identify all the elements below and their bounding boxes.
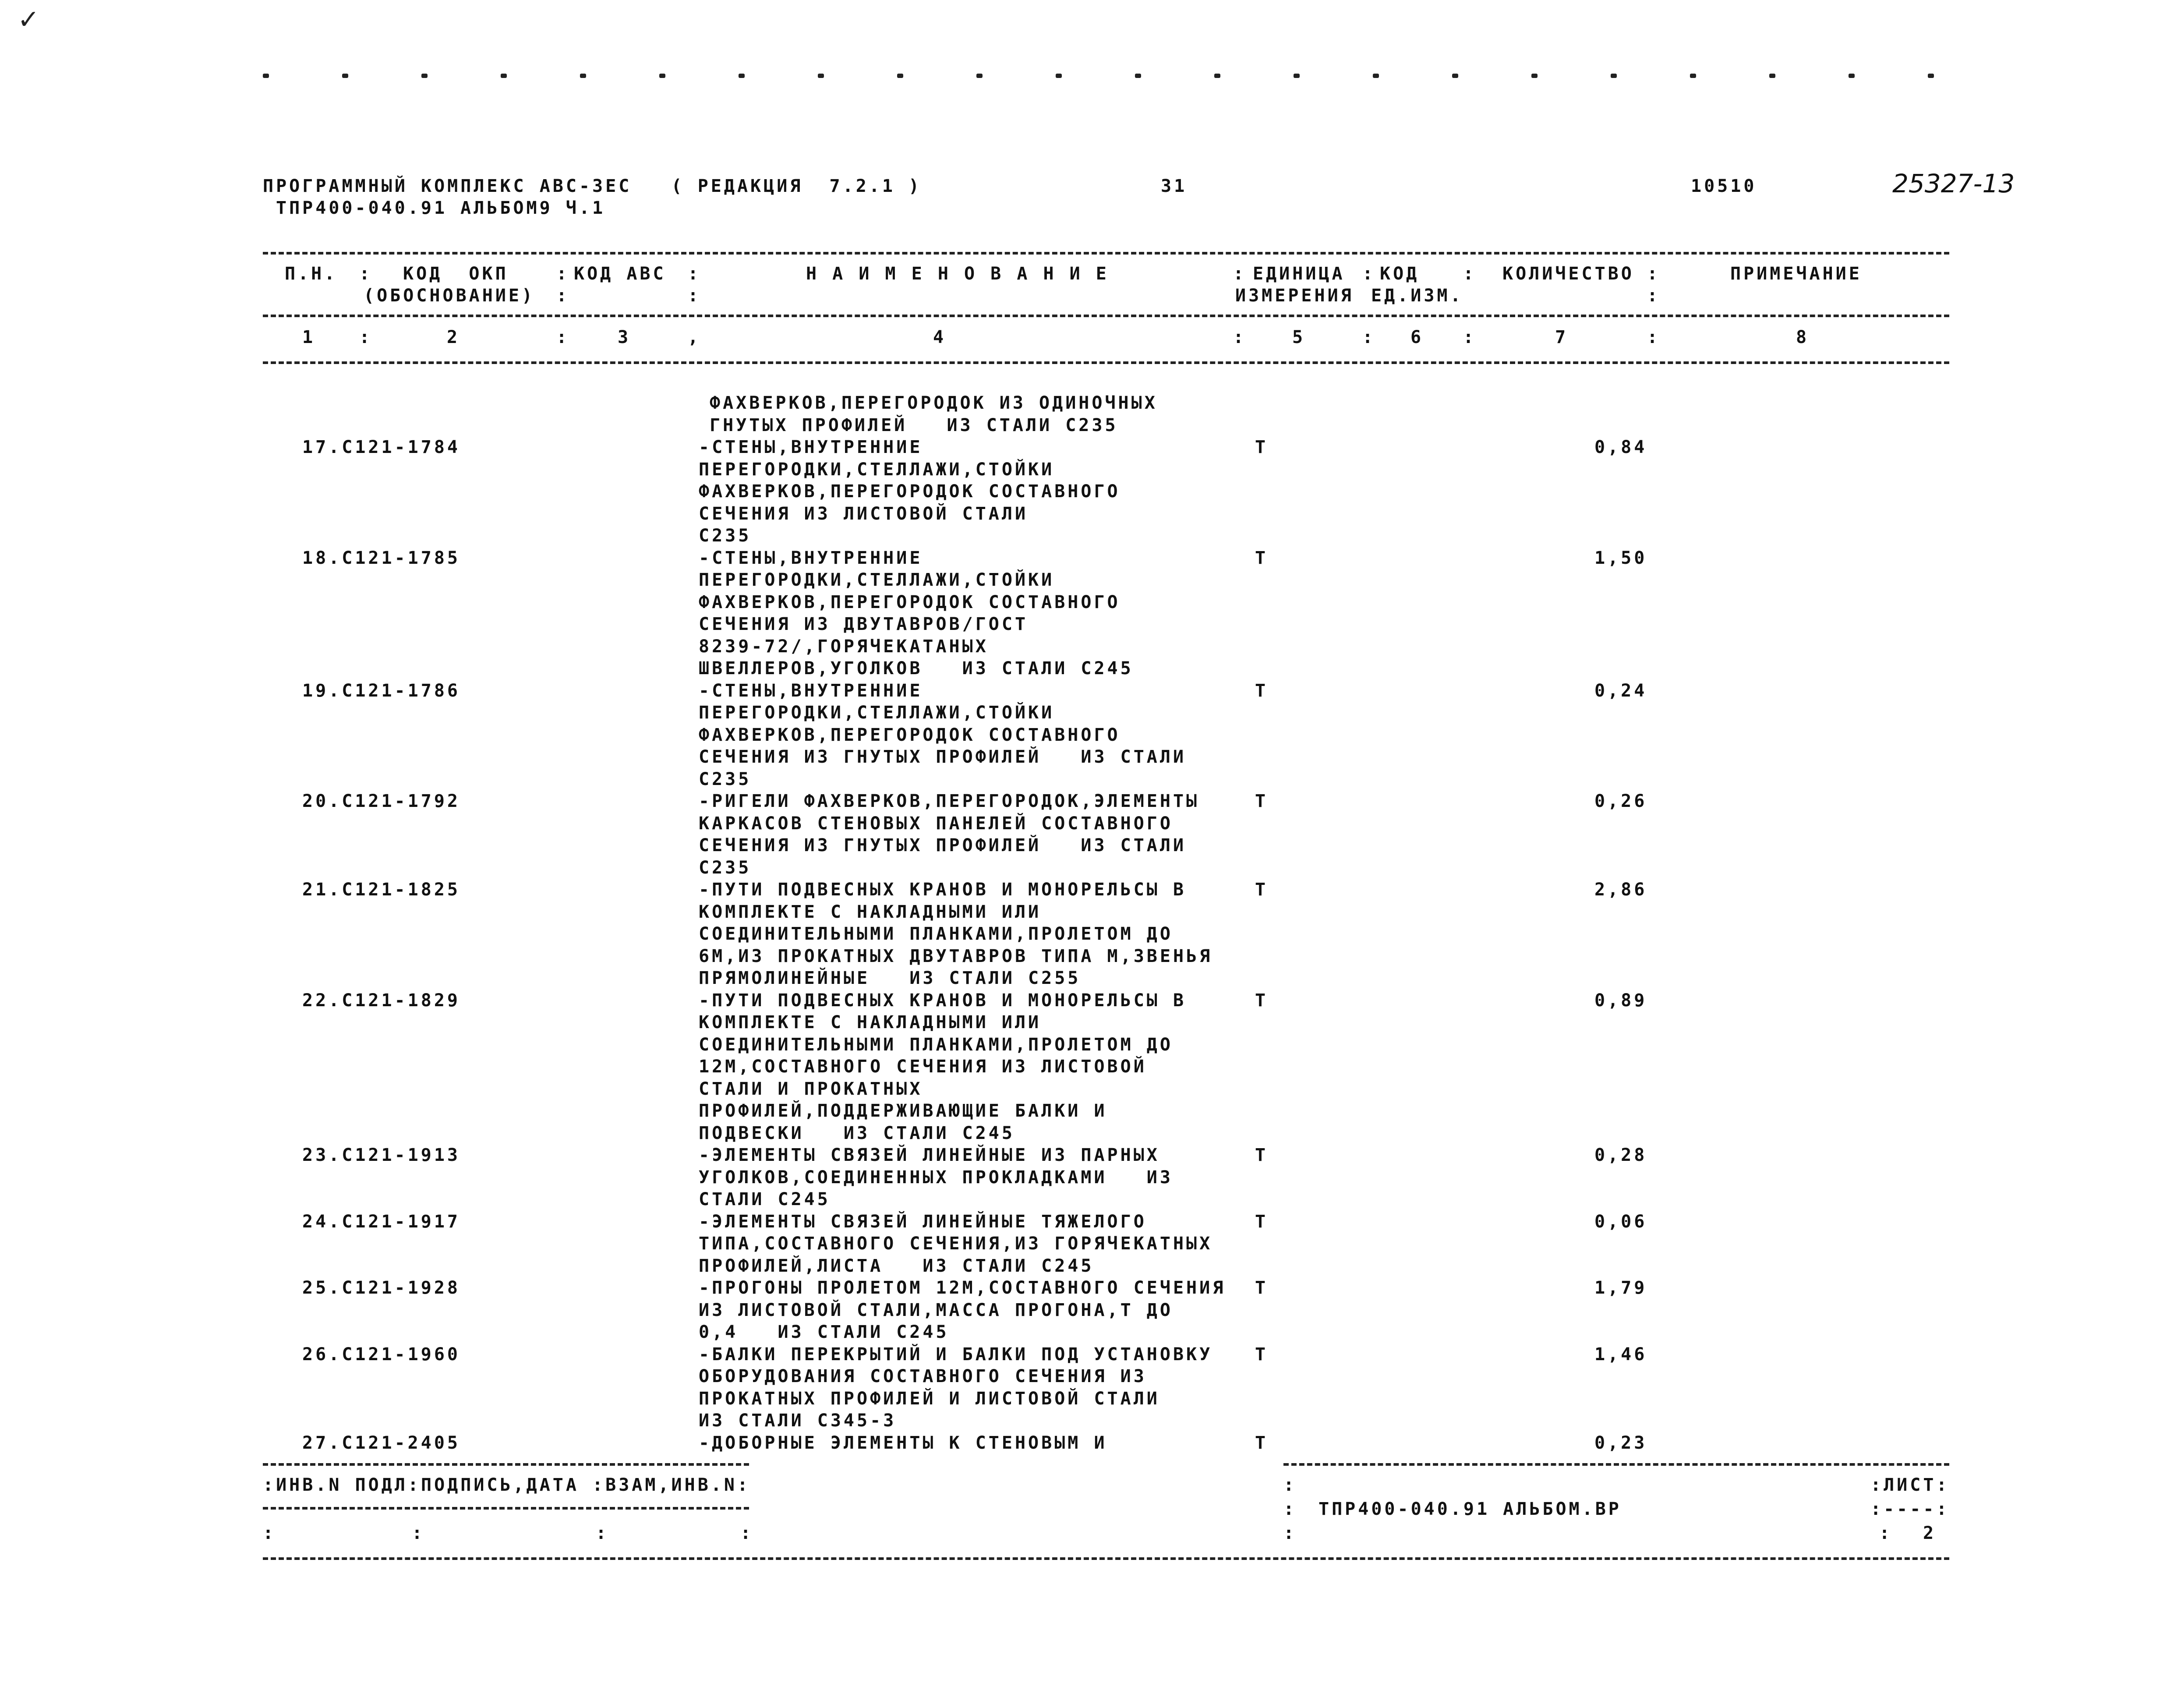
item-description-line: ПЕРЕГОРОДКИ,СТЕЛЛАЖИ,СТОЙКИ <box>699 570 1055 590</box>
unit-of-measure: Т <box>1255 680 1269 701</box>
item-description-line: ПРОФИЛЕЙ,ЛИСТА ИЗ СТАЛИ С245 <box>699 1255 1094 1276</box>
quantity: 0,89 <box>1594 990 1647 1011</box>
unit-of-measure: Т <box>1255 1278 1269 1298</box>
perforation-dot <box>1928 74 1934 78</box>
col-separator: : <box>1463 327 1474 347</box>
header-col5a: ЕДИНИЦА <box>1253 264 1345 284</box>
perforation-dot <box>739 74 745 78</box>
col-number: 6 <box>1410 327 1424 347</box>
footer-bottom-rule <box>263 1557 1949 1560</box>
item-description-line: -ПРОГОНЫ ПРОЛЕТОМ 12М,СОСТАВНОГО СЕЧЕНИЯ <box>699 1278 1226 1298</box>
item-description-line: 0,4 ИЗ СТАЛИ С245 <box>699 1322 949 1342</box>
perforation-dot <box>1611 74 1617 78</box>
item-description-line: СЕЧЕНИЯ ИЗ ГНУТЫХ ПРОФИЛЕЙ ИЗ СТАЛИ <box>699 835 1187 856</box>
check-mark-icon: ✓ <box>18 4 40 35</box>
perforation-dot <box>1452 74 1458 78</box>
quantity: 0,06 <box>1594 1211 1647 1232</box>
perforation-dot <box>1849 74 1855 78</box>
col-separator: : <box>1647 327 1658 347</box>
table-header-rule <box>263 315 1949 317</box>
col-separator: : <box>1879 1523 1890 1543</box>
unit-of-measure: Т <box>1255 548 1269 568</box>
perforation-dot <box>1531 74 1538 78</box>
col-separator: : <box>1362 264 1373 284</box>
header-col3: КОД АВС <box>574 264 666 284</box>
perforation-dot <box>342 74 348 78</box>
item-description-line: КОМПЛЕКТЕ С НАКЛАДНЫМИ ИЛИ <box>699 1012 1042 1033</box>
item-description-line: СЕЧЕНИЯ ИЗ ГНУТЫХ ПРОФИЛЕЙ ИЗ СТАЛИ <box>699 747 1187 767</box>
item-description-line: ФАХВЕРКОВ,ПЕРЕГОРОДОК СОСТАВНОГО <box>699 725 1121 745</box>
item-description-line: 12М,СОСТАВНОГО СЕЧЕНИЯ ИЗ ЛИСТОВОЙ <box>699 1057 1147 1077</box>
item-description-line: СТАЛИ И ПРОКАТНЫХ <box>699 1079 923 1099</box>
perforation-dot <box>1214 74 1220 78</box>
item-description-line: -БАЛКИ ПЕРЕКРЫТИЙ И БАЛКИ ПОД УСТАНОВКУ <box>699 1344 1213 1365</box>
perforation-dot <box>1056 74 1062 78</box>
unit-of-measure: Т <box>1255 990 1269 1011</box>
perforation-dot <box>501 74 507 78</box>
perforation-dot <box>1769 74 1775 78</box>
col-separator: : <box>1647 286 1658 306</box>
position-code: 19.С121-1786 <box>302 680 460 701</box>
perforation-dot <box>1690 74 1696 78</box>
position-code: 22.С121-1829 <box>302 990 460 1011</box>
item-description-line: ПЕРЕГОРОДКИ,СТЕЛЛАЖИ,СТОЙКИ <box>699 703 1055 723</box>
perforation-dot <box>659 74 665 78</box>
item-description-line: С235 <box>699 769 752 789</box>
unit-of-measure: Т <box>1255 880 1269 900</box>
col-separator: : <box>412 1523 423 1543</box>
document-subtitle: ТПР400-040.91 АЛЬБОМ9 Ч.1 <box>276 198 606 218</box>
position-code: 25.С121-1928 <box>302 1278 460 1298</box>
item-description-line: 8239-72/,ГОРЯЧЕКАТАНЫХ <box>699 636 989 657</box>
quantity: 1,50 <box>1594 548 1647 568</box>
quantity: 0,84 <box>1594 437 1647 457</box>
item-description-line: КАРКАСОВ СТЕНОВЫХ ПАНЕЛЕЙ СОСТАВНОГО <box>699 813 1173 834</box>
col-separator: : <box>596 1523 607 1543</box>
col-separator: : <box>1362 327 1373 347</box>
item-description-line: С235 <box>699 526 752 546</box>
perforation-dot <box>421 74 428 78</box>
perforation-dot <box>976 74 983 78</box>
col-separator: : <box>1463 264 1474 284</box>
position-code: 26.С121-1960 <box>302 1344 460 1365</box>
item-description-line: ПРЯМОЛИНЕЙНЫЕ ИЗ СТАЛИ С255 <box>699 968 1081 988</box>
quantity: 1,46 <box>1594 1344 1647 1365</box>
table-numbers-rule <box>263 361 1949 364</box>
col-number: 7 <box>1555 327 1569 347</box>
item-description-line: ИЗ ЛИСТОВОЙ СТАЛИ,МАССА ПРОГОНА,Т ДО <box>699 1300 1173 1320</box>
col-number: 1 <box>302 327 316 347</box>
unit-of-measure: Т <box>1255 1344 1269 1365</box>
carryover-line: ФАХВЕРКОВ,ПЕРЕГОРОДОК ИЗ ОДИНОЧНЫХ <box>710 393 1158 413</box>
col-separator: : <box>688 264 699 284</box>
quantity: 0,28 <box>1594 1145 1647 1165</box>
quantity: 0,23 <box>1594 1432 1647 1453</box>
item-description-line: ПЕРЕГОРОДКИ,СТЕЛЛАЖИ,СТОЙКИ <box>699 459 1055 480</box>
col-separator: : <box>556 327 567 347</box>
sheet-number: 2 <box>1923 1523 1937 1543</box>
col-separator: : <box>359 327 370 347</box>
col-separator: : <box>263 1523 274 1543</box>
item-description-line: -СТЕНЫ,ВНУТРЕННИЕ <box>699 548 923 568</box>
item-description-line: ШВЕЛЛЕРОВ,УГОЛКОВ ИЗ СТАЛИ С245 <box>699 658 1134 679</box>
item-description-line: -ЭЛЕМЕНТЫ СВЯЗЕЙ ЛИНЕЙНЫЕ ТЯЖЕЛОГО <box>699 1211 1147 1232</box>
header-col5b: ИЗМЕРЕНИЯ <box>1235 286 1354 306</box>
item-description-line: КОМПЛЕКТЕ С НАКЛАДНЫМИ ИЛИ <box>699 902 1042 922</box>
table-top-rule <box>263 252 1949 255</box>
col-number: 5 <box>1292 327 1306 347</box>
header-col2a: КОД ОКП <box>403 264 509 284</box>
header-col6b: ЕД.ИЗМ. <box>1371 286 1463 306</box>
doc-code: ТПР400-040.91 АЛЬБОМ.ВР <box>1318 1499 1622 1519</box>
perforation-dot <box>1373 74 1379 78</box>
quantity: 0,24 <box>1594 680 1647 701</box>
col-separator: : <box>556 286 567 306</box>
col-number: 2 <box>447 327 460 347</box>
perforation-dot <box>897 74 903 78</box>
position-code: 17.С121-1784 <box>302 437 460 457</box>
quantity: 2,86 <box>1594 880 1647 900</box>
item-description-line: СОЕДИНИТЕЛЬНЫМИ ПЛАНКАМИ,ПРОЛЕТОМ ДО <box>699 924 1173 944</box>
item-description-line: ФАХВЕРКОВ,ПЕРЕГОРОДОК СОСТАВНОГО <box>699 592 1121 612</box>
col-number: 8 <box>1796 327 1810 347</box>
perforation-dot <box>263 74 269 78</box>
col-separator: : <box>1283 1523 1294 1543</box>
item-description-line: ОБОРУДОВАНИЯ СОСТАВНОГО СЕЧЕНИЯ ИЗ <box>699 1366 1147 1386</box>
perforation-dot <box>1294 74 1300 78</box>
header-col2b: (ОБОСНОВАНИЕ) <box>364 286 535 306</box>
col-separator: : <box>740 1523 751 1543</box>
item-description-line: -СТЕНЫ,ВНУТРЕННИЕ <box>699 437 923 457</box>
quantity: 1,79 <box>1594 1278 1647 1298</box>
position-code: 20.С121-1792 <box>302 791 460 811</box>
program-header: ПРОГРАММНЫЙ КОМПЛЕКС АВС-3ЕС ( РЕДАКЦИЯ 7.2.1 ) <box>263 176 922 196</box>
document-code: 10510 <box>1691 176 1757 196</box>
footer-mid-rule <box>263 1507 749 1510</box>
item-description-line: СЕЧЕНИЯ ИЗ ЛИСТОВОЙ СТАЛИ <box>699 503 1029 524</box>
col-separator: : <box>688 286 699 306</box>
item-description-line: СОЕДИНИТЕЛЬНЫМИ ПЛАНКАМИ,ПРОЛЕТОМ ДО <box>699 1034 1173 1055</box>
col-number: 4 <box>933 327 947 347</box>
col-separator: , <box>688 327 699 347</box>
header-col4: Н А И М Е Н О В А Н И Е <box>806 264 1109 284</box>
col-number: 3 <box>618 327 631 347</box>
quantity: 0,26 <box>1594 791 1647 811</box>
item-description-line: -СТЕНЫ,ВНУТРЕННИЕ <box>699 680 923 701</box>
item-description-line: УГОЛКОВ,СОЕДИНЕННЫХ ПРОКЛАДКАМИ ИЗ <box>699 1167 1173 1188</box>
unit-of-measure: Т <box>1255 1145 1269 1165</box>
signature-row: :ИНВ.N ПОДЛ:ПОДПИСЬ,ДАТА :ВЗАМ,ИНВ.N: <box>263 1475 751 1495</box>
footer-top-rule-left <box>263 1463 749 1466</box>
header-col8: ПРИМЕЧАНИЕ <box>1730 264 1862 284</box>
item-description-line: ИЗ СТАЛИ С345-3 <box>699 1411 897 1431</box>
item-description-line: ФАХВЕРКОВ,ПЕРЕГОРОДОК СОСТАВНОГО <box>699 481 1121 502</box>
item-description-line: 6М,ИЗ ПРОКАТНЫХ ДВУТАВРОВ ТИПА М,ЗВЕНЬЯ <box>699 946 1213 966</box>
item-description-line: -ПУТИ ПОДВЕСНЫХ КРАНОВ И МОНОРЕЛЬСЫ В <box>699 880 1187 900</box>
col-separator: : <box>1233 327 1244 347</box>
footer-top-rule-right <box>1283 1463 1949 1466</box>
sheet-separator: :----: <box>1870 1499 1950 1519</box>
item-description-line: ПРОКАТНЫХ ПРОФИЛЕЙ И ЛИСТОВОЙ СТАЛИ <box>699 1388 1160 1409</box>
handwritten-stamp: 25327-13 <box>1892 169 2015 198</box>
item-description-line: -РИГЕЛИ ФАХВЕРКОВ,ПЕРЕГОРОДОК,ЭЛЕМЕНТЫ <box>699 791 1200 811</box>
header-col6a: КОД <box>1380 264 1420 284</box>
col-separator: : <box>1283 1499 1294 1519</box>
col-separator: : <box>1647 264 1658 284</box>
item-description-line: -ДОБОРНЫЕ ЭЛЕМЕНТЫ К СТЕНОВЫМ И <box>699 1432 1107 1453</box>
item-description-line: ТИПА,СОСТАВНОГО СЕЧЕНИЯ,ИЗ ГОРЯЧЕКАТНЫХ <box>699 1234 1213 1254</box>
header-col1: П.Н. <box>285 264 338 284</box>
item-description-line: -ПУТИ ПОДВЕСНЫХ КРАНОВ И МОНОРЕЛЬСЫ В <box>699 990 1187 1011</box>
unit-of-measure: Т <box>1255 791 1269 811</box>
perforation-dot <box>580 74 586 78</box>
col-separator: : <box>556 264 567 284</box>
unit-of-measure: Т <box>1255 437 1269 457</box>
position-code: 23.С121-1913 <box>302 1145 460 1165</box>
item-description-line: С235 <box>699 857 752 878</box>
col-separator: : <box>359 264 370 284</box>
item-description-line: -ЭЛЕМЕНТЫ СВЯЗЕЙ ЛИНЕЙНЫЕ ИЗ ПАРНЫХ <box>699 1145 1160 1165</box>
position-code: 24.С121-1917 <box>302 1211 460 1232</box>
position-code: 21.С121-1825 <box>302 880 460 900</box>
header-col7: КОЛИЧЕСТВО <box>1502 264 1634 284</box>
col-separator: : <box>1283 1475 1294 1495</box>
item-description-line: СТАЛИ С245 <box>699 1189 831 1209</box>
item-description-line: ПРОФИЛЕЙ,ПОДДЕРЖИВАЮЩИЕ БАЛКИ И <box>699 1101 1107 1121</box>
unit-of-measure: Т <box>1255 1432 1269 1453</box>
carryover-line: ГНУТЫХ ПРОФИЛЕЙ ИЗ СТАЛИ С235 <box>710 415 1118 435</box>
position-code: 27.С121-2405 <box>302 1432 460 1453</box>
position-code: 18.С121-1785 <box>302 548 460 568</box>
unit-of-measure: Т <box>1255 1211 1269 1232</box>
page-number: 31 <box>1161 176 1188 196</box>
perforation-dot <box>1135 74 1141 78</box>
col-separator: : <box>1233 264 1244 284</box>
item-description-line: СЕЧЕНИЯ ИЗ ДВУТАВРОВ/ГОСТ <box>699 614 1029 634</box>
item-description-line: ПОДВЕСКИ ИЗ СТАЛИ С245 <box>699 1123 1015 1143</box>
perforation-dot <box>818 74 824 78</box>
sheet-label: :ЛИСТ: <box>1870 1475 1950 1495</box>
